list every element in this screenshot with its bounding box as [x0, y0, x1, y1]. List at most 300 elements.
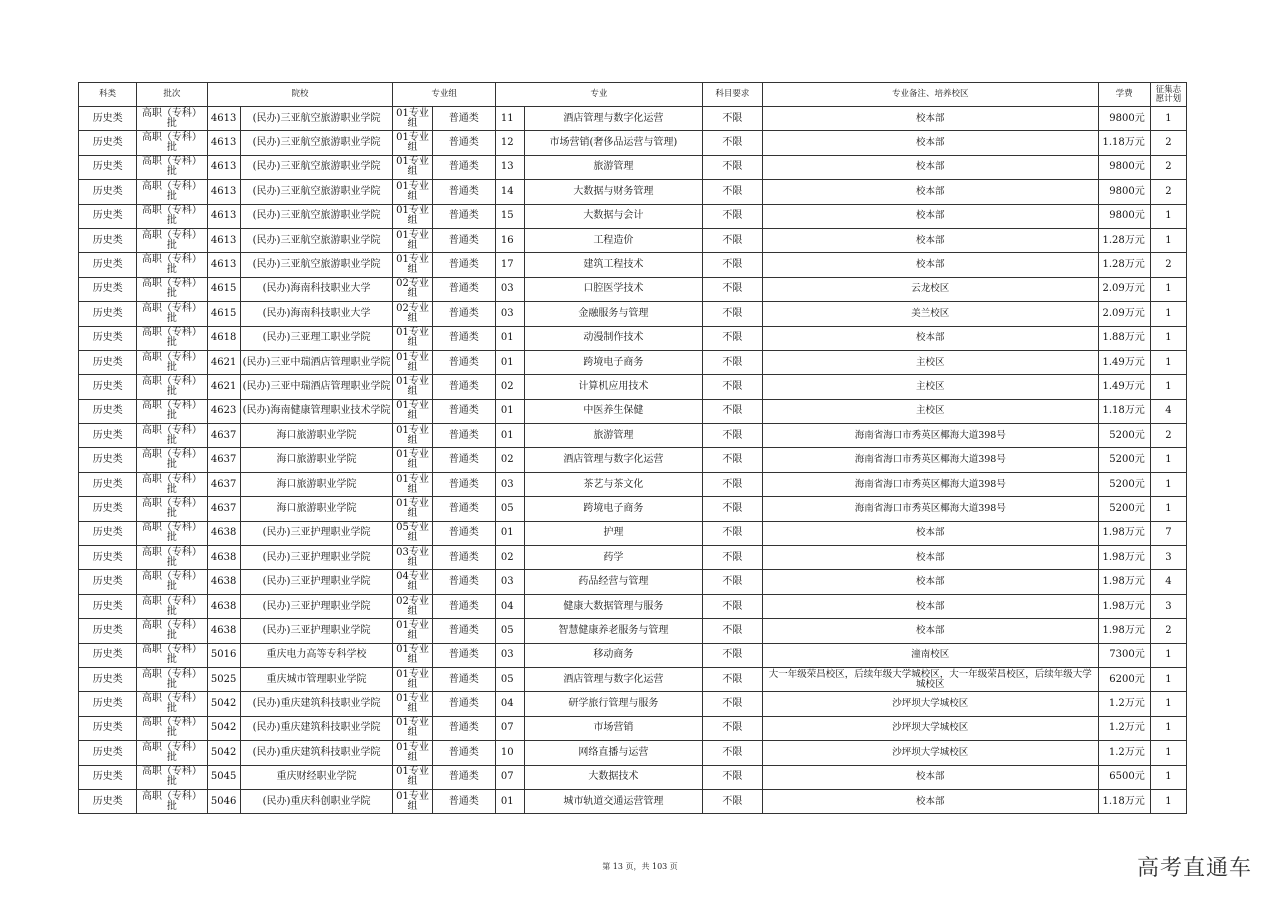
- cell-notes: 海南省海口市秀英区椰海大道398号: [763, 497, 1098, 521]
- cell-pici: 高职（专科）批: [137, 155, 207, 179]
- cell-kelei: 历史类: [79, 741, 137, 765]
- cell-pici: 高职（专科）批: [137, 375, 207, 399]
- cell-notes: 校本部: [763, 204, 1098, 228]
- cell-plan: 1: [1150, 789, 1186, 813]
- cell-major-name: 大数据与财务管理: [524, 180, 702, 204]
- cell-pici: 高职（专科）批: [137, 472, 207, 496]
- cell-notes: 海南省海口市秀英区椰海大道398号: [763, 448, 1098, 472]
- cell-kelei: 历史类: [79, 692, 137, 716]
- cell-type: 普通类: [432, 375, 495, 399]
- cell-major-name: 中医养生保健: [524, 399, 702, 423]
- watermark-logo-text: 高考直通车: [1136, 856, 1252, 881]
- cell-school-code: 5016: [207, 643, 240, 667]
- cell-school-name: (民办)三亚护理职业学院: [240, 594, 393, 618]
- cell-group: 01专业组: [393, 253, 432, 277]
- cell-major-name: 智慧健康养老服务与管理: [524, 619, 702, 643]
- cell-group: 01专业组: [393, 789, 432, 813]
- cell-fee: 1.2万元: [1098, 741, 1150, 765]
- cell-fee: 1.88万元: [1098, 326, 1150, 350]
- cell-type: 普通类: [432, 180, 495, 204]
- table-row: [79, 643, 1187, 667]
- cell-major-code: 02: [495, 448, 524, 472]
- cell-major-name: 口腔医学技术: [524, 277, 702, 301]
- cell-subject: 不限: [702, 399, 762, 423]
- cell-school-name: (民办)重庆建筑科技职业学院: [240, 741, 393, 765]
- cell-group: 01专业组: [393, 131, 432, 155]
- cell-major-code: 01: [495, 521, 524, 545]
- cell-school-code: 4613: [207, 107, 240, 131]
- cell-major-code: 05: [495, 497, 524, 521]
- header-major: 专业: [495, 83, 702, 107]
- table-row: [79, 570, 1187, 594]
- cell-notes: 海南省海口市秀英区椰海大道398号: [763, 424, 1098, 448]
- table-row: [79, 765, 1187, 789]
- cell-major-name: 移动商务: [524, 643, 702, 667]
- cell-major-code: 05: [495, 667, 524, 691]
- cell-school-code: 4637: [207, 448, 240, 472]
- cell-plan: 1: [1150, 667, 1186, 691]
- cell-group: 01专业组: [393, 472, 432, 496]
- cell-plan: 4: [1150, 399, 1186, 423]
- cell-school-name: 重庆城市管理职业学院: [240, 667, 393, 691]
- cell-pici: 高职（专科）批: [137, 789, 207, 813]
- cell-group: 01专业组: [393, 204, 432, 228]
- cell-group: 01专业组: [393, 667, 432, 691]
- cell-subject: 不限: [702, 497, 762, 521]
- cell-type: 普通类: [432, 570, 495, 594]
- cell-group: 01专业组: [393, 399, 432, 423]
- cell-major-name: 药品经营与管理: [524, 570, 702, 594]
- cell-notes: 海南省海口市秀英区椰海大道398号: [763, 472, 1098, 496]
- cell-plan: 1: [1150, 277, 1186, 301]
- cell-major-name: 跨境电子商务: [524, 497, 702, 521]
- table-row: [79, 546, 1187, 570]
- cell-plan: 2: [1150, 180, 1186, 204]
- cell-kelei: 历史类: [79, 228, 137, 252]
- header-group: 专业组: [393, 83, 495, 107]
- cell-major-name: 研学旅行管理与服务: [524, 692, 702, 716]
- cell-notes: 美兰校区: [763, 302, 1098, 326]
- cell-major-code: 03: [495, 643, 524, 667]
- cell-type: 普通类: [432, 643, 495, 667]
- cell-subject: 不限: [702, 131, 762, 155]
- cell-major-code: 01: [495, 789, 524, 813]
- cell-group: 01专业组: [393, 424, 432, 448]
- cell-major-name: 大数据与会计: [524, 204, 702, 228]
- table-row: [79, 375, 1187, 399]
- cell-group: 01专业组: [393, 326, 432, 350]
- cell-group: 02专业组: [393, 302, 432, 326]
- cell-subject: 不限: [702, 326, 762, 350]
- cell-group: 03专业组: [393, 546, 432, 570]
- cell-kelei: 历史类: [79, 204, 137, 228]
- cell-kelei: 历史类: [79, 789, 137, 813]
- cell-plan: 2: [1150, 155, 1186, 179]
- cell-school-name: 海口旅游职业学院: [240, 424, 393, 448]
- cell-plan: 1: [1150, 375, 1186, 399]
- cell-subject: 不限: [702, 350, 762, 374]
- cell-fee: 9800元: [1098, 155, 1150, 179]
- cell-type: 普通类: [432, 594, 495, 618]
- cell-kelei: 历史类: [79, 155, 137, 179]
- cell-group: 01专业组: [393, 350, 432, 374]
- cell-subject: 不限: [702, 521, 762, 545]
- header-plan: 征集志愿计划: [1150, 83, 1186, 107]
- cell-fee: 1.2万元: [1098, 716, 1150, 740]
- cell-major-name: 网络直播与运营: [524, 741, 702, 765]
- cell-major-name: 护理: [524, 521, 702, 545]
- cell-group: 01专业组: [393, 619, 432, 643]
- cell-plan: 1: [1150, 716, 1186, 740]
- cell-school-name: 海口旅游职业学院: [240, 472, 393, 496]
- cell-notes: 云龙校区: [763, 277, 1098, 301]
- cell-kelei: 历史类: [79, 326, 137, 350]
- cell-plan: 1: [1150, 107, 1186, 131]
- cell-major-code: 11: [495, 107, 524, 131]
- cell-school-code: 4638: [207, 521, 240, 545]
- cell-notes: 校本部: [763, 107, 1098, 131]
- cell-subject: 不限: [702, 448, 762, 472]
- cell-school-name: (民办)三亚航空旅游职业学院: [240, 155, 393, 179]
- cell-school-code: 4613: [207, 155, 240, 179]
- cell-kelei: 历史类: [79, 594, 137, 618]
- cell-notes: 沙坪坝大学城校区: [763, 716, 1098, 740]
- cell-subject: 不限: [702, 375, 762, 399]
- cell-subject: 不限: [702, 253, 762, 277]
- cell-major-name: 工程造价: [524, 228, 702, 252]
- cell-fee: 5200元: [1098, 448, 1150, 472]
- cell-school-code: 4637: [207, 497, 240, 521]
- cell-subject: 不限: [702, 204, 762, 228]
- cell-major-code: 02: [495, 375, 524, 399]
- cell-kelei: 历史类: [79, 399, 137, 423]
- header-notes: 专业备注、培养校区: [763, 83, 1098, 107]
- cell-type: 普通类: [432, 424, 495, 448]
- header-school: 院校: [207, 83, 393, 107]
- table-row: [79, 228, 1187, 252]
- cell-pici: 高职（专科）批: [137, 204, 207, 228]
- cell-type: 普通类: [432, 277, 495, 301]
- cell-school-name: (民办)三亚护理职业学院: [240, 619, 393, 643]
- cell-pici: 高职（专科）批: [137, 692, 207, 716]
- table-row: [79, 594, 1187, 618]
- table-row: [79, 302, 1187, 326]
- cell-plan: 4: [1150, 570, 1186, 594]
- cell-school-code: 4615: [207, 302, 240, 326]
- cell-type: 普通类: [432, 741, 495, 765]
- cell-school-code: 4638: [207, 570, 240, 594]
- cell-notes: 校本部: [763, 765, 1098, 789]
- cell-major-name: 金融服务与管理: [524, 302, 702, 326]
- cell-school-name: (民办)海南科技职业大学: [240, 302, 393, 326]
- cell-pici: 高职（专科）批: [137, 546, 207, 570]
- admission-plan-table: [78, 82, 1187, 814]
- cell-fee: 1.49万元: [1098, 375, 1150, 399]
- cell-major-name: 动漫制作技术: [524, 326, 702, 350]
- cell-plan: 1: [1150, 741, 1186, 765]
- cell-kelei: 历史类: [79, 667, 137, 691]
- cell-group: 04专业组: [393, 570, 432, 594]
- cell-subject: 不限: [702, 619, 762, 643]
- table-row: [79, 326, 1187, 350]
- cell-type: 普通类: [432, 765, 495, 789]
- cell-subject: 不限: [702, 180, 762, 204]
- cell-type: 普通类: [432, 155, 495, 179]
- cell-subject: 不限: [702, 570, 762, 594]
- cell-notes: 大一年级荣昌校区，后续年级大学城校区，大一年级荣昌校区，后续年级大学城校区: [763, 667, 1098, 691]
- cell-major-code: 12: [495, 131, 524, 155]
- cell-pici: 高职（专科）批: [137, 619, 207, 643]
- cell-major-code: 01: [495, 326, 524, 350]
- cell-major-name: 旅游管理: [524, 424, 702, 448]
- cell-fee: 9800元: [1098, 180, 1150, 204]
- cell-school-code: 4615: [207, 277, 240, 301]
- cell-school-name: (民办)三亚航空旅游职业学院: [240, 228, 393, 252]
- cell-pici: 高职（专科）批: [137, 521, 207, 545]
- cell-plan: 1: [1150, 692, 1186, 716]
- cell-group: 01专业组: [393, 692, 432, 716]
- cell-fee: 1.98万元: [1098, 546, 1150, 570]
- cell-fee: 1.98万元: [1098, 619, 1150, 643]
- cell-plan: 2: [1150, 619, 1186, 643]
- cell-school-name: (民办)三亚航空旅游职业学院: [240, 131, 393, 155]
- table-row: [79, 253, 1187, 277]
- cell-school-name: (民办)三亚航空旅游职业学院: [240, 204, 393, 228]
- page-footer: 第 13 页，共 103 页: [602, 862, 678, 871]
- cell-school-code: 4613: [207, 253, 240, 277]
- cell-kelei: 历史类: [79, 180, 137, 204]
- cell-type: 普通类: [432, 497, 495, 521]
- cell-pici: 高职（专科）批: [137, 277, 207, 301]
- cell-fee: 1.18万元: [1098, 399, 1150, 423]
- cell-plan: 3: [1150, 546, 1186, 570]
- cell-fee: 1.28万元: [1098, 228, 1150, 252]
- cell-notes: 主校区: [763, 350, 1098, 374]
- cell-pici: 高职（专科）批: [137, 643, 207, 667]
- cell-fee: 1.18万元: [1098, 131, 1150, 155]
- cell-fee: 1.98万元: [1098, 594, 1150, 618]
- cell-school-code: 4638: [207, 594, 240, 618]
- cell-pici: 高职（专科）批: [137, 716, 207, 740]
- table-row: [79, 399, 1187, 423]
- cell-type: 普通类: [432, 302, 495, 326]
- cell-fee: 1.2万元: [1098, 692, 1150, 716]
- table-row: [79, 180, 1187, 204]
- cell-subject: 不限: [702, 716, 762, 740]
- cell-fee: 1.98万元: [1098, 521, 1150, 545]
- cell-kelei: 历史类: [79, 472, 137, 496]
- cell-major-code: 13: [495, 155, 524, 179]
- cell-major-name: 茶艺与茶文化: [524, 472, 702, 496]
- cell-major-name: 健康大数据管理与服务: [524, 594, 702, 618]
- cell-type: 普通类: [432, 546, 495, 570]
- cell-subject: 不限: [702, 692, 762, 716]
- cell-subject: 不限: [702, 667, 762, 691]
- cell-fee: 9800元: [1098, 107, 1150, 131]
- cell-school-code: 4618: [207, 326, 240, 350]
- cell-major-code: 17: [495, 253, 524, 277]
- cell-major-name: 药学: [524, 546, 702, 570]
- cell-pici: 高职（专科）批: [137, 570, 207, 594]
- cell-notes: 沙坪坝大学城校区: [763, 692, 1098, 716]
- cell-pici: 高职（专科）批: [137, 399, 207, 423]
- cell-school-code: 4613: [207, 131, 240, 155]
- cell-type: 普通类: [432, 204, 495, 228]
- cell-school-name: (民办)三亚中瑞酒店管理职业学院: [240, 350, 393, 374]
- cell-pici: 高职（专科）批: [137, 350, 207, 374]
- cell-school-name: (民办)三亚航空旅游职业学院: [240, 253, 393, 277]
- cell-major-code: 01: [495, 350, 524, 374]
- cell-notes: 校本部: [763, 180, 1098, 204]
- cell-school-name: 重庆电力高等专科学校: [240, 643, 393, 667]
- cell-plan: 2: [1150, 424, 1186, 448]
- cell-subject: 不限: [702, 424, 762, 448]
- table-row: [79, 521, 1187, 545]
- cell-major-code: 07: [495, 765, 524, 789]
- cell-notes: 校本部: [763, 521, 1098, 545]
- cell-pici: 高职（专科）批: [137, 253, 207, 277]
- cell-major-code: 01: [495, 399, 524, 423]
- cell-fee: 6500元: [1098, 765, 1150, 789]
- cell-school-code: 5045: [207, 765, 240, 789]
- cell-type: 普通类: [432, 521, 495, 545]
- cell-kelei: 历史类: [79, 350, 137, 374]
- cell-type: 普通类: [432, 667, 495, 691]
- cell-school-code: 4621: [207, 350, 240, 374]
- cell-notes: 校本部: [763, 619, 1098, 643]
- cell-school-name: 重庆财经职业学院: [240, 765, 393, 789]
- table-row: [79, 472, 1187, 496]
- cell-subject: 不限: [702, 472, 762, 496]
- cell-notes: 校本部: [763, 228, 1098, 252]
- cell-notes: 校本部: [763, 594, 1098, 618]
- cell-fee: 5200元: [1098, 497, 1150, 521]
- cell-school-code: 4613: [207, 204, 240, 228]
- cell-school-code: 4613: [207, 228, 240, 252]
- cell-pici: 高职（专科）批: [137, 131, 207, 155]
- cell-school-name: (民办)重庆科创职业学院: [240, 789, 393, 813]
- table-row: [79, 667, 1187, 691]
- cell-notes: 校本部: [763, 326, 1098, 350]
- table-row: [79, 131, 1187, 155]
- cell-fee: 2.09万元: [1098, 302, 1150, 326]
- header-kelei: 科类: [79, 83, 137, 107]
- cell-fee: 5200元: [1098, 472, 1150, 496]
- cell-type: 普通类: [432, 228, 495, 252]
- cell-school-name: (民办)三亚护理职业学院: [240, 570, 393, 594]
- header-subject: 科目要求: [702, 83, 762, 107]
- cell-plan: 1: [1150, 228, 1186, 252]
- cell-major-code: 05: [495, 619, 524, 643]
- cell-fee: 1.18万元: [1098, 789, 1150, 813]
- cell-major-name: 酒店管理与数字化运营: [524, 448, 702, 472]
- cell-subject: 不限: [702, 643, 762, 667]
- cell-kelei: 历史类: [79, 716, 137, 740]
- cell-major-name: 旅游管理: [524, 155, 702, 179]
- cell-pici: 高职（专科）批: [137, 765, 207, 789]
- cell-school-code: 4623: [207, 399, 240, 423]
- cell-kelei: 历史类: [79, 424, 137, 448]
- cell-group: 02专业组: [393, 277, 432, 301]
- cell-fee: 1.28万元: [1098, 253, 1150, 277]
- cell-subject: 不限: [702, 789, 762, 813]
- cell-plan: 1: [1150, 472, 1186, 496]
- cell-pici: 高职（专科）批: [137, 741, 207, 765]
- cell-group: 01专业组: [393, 741, 432, 765]
- cell-subject: 不限: [702, 155, 762, 179]
- cell-kelei: 历史类: [79, 497, 137, 521]
- cell-pici: 高职（专科）批: [137, 667, 207, 691]
- cell-major-name: 酒店管理与数字化运营: [524, 667, 702, 691]
- cell-plan: 1: [1150, 448, 1186, 472]
- cell-type: 普通类: [432, 399, 495, 423]
- cell-fee: 1.98万元: [1098, 570, 1150, 594]
- cell-type: 普通类: [432, 253, 495, 277]
- table-row: [79, 692, 1187, 716]
- cell-kelei: 历史类: [79, 546, 137, 570]
- cell-kelei: 历史类: [79, 253, 137, 277]
- cell-type: 普通类: [432, 107, 495, 131]
- cell-school-code: 4637: [207, 424, 240, 448]
- cell-major-code: 14: [495, 180, 524, 204]
- header-fee: 学费: [1098, 83, 1150, 107]
- cell-school-name: (民办)海南科技职业大学: [240, 277, 393, 301]
- cell-pici: 高职（专科）批: [137, 594, 207, 618]
- cell-kelei: 历史类: [79, 570, 137, 594]
- table-row: [79, 741, 1187, 765]
- cell-school-name: (民办)三亚航空旅游职业学院: [240, 107, 393, 131]
- cell-group: 01专业组: [393, 643, 432, 667]
- cell-school-code: 5046: [207, 789, 240, 813]
- table-row: [79, 204, 1187, 228]
- cell-school-name: (民办)重庆建筑科技职业学院: [240, 692, 393, 716]
- cell-pici: 高职（专科）批: [137, 326, 207, 350]
- cell-type: 普通类: [432, 789, 495, 813]
- cell-major-name: 跨境电子商务: [524, 350, 702, 374]
- cell-group: 01专业组: [393, 228, 432, 252]
- cell-type: 普通类: [432, 692, 495, 716]
- cell-notes: 校本部: [763, 546, 1098, 570]
- cell-major-name: 酒店管理与数字化运营: [524, 107, 702, 131]
- cell-school-code: 5042: [207, 692, 240, 716]
- table-row: [79, 619, 1187, 643]
- cell-notes: 校本部: [763, 570, 1098, 594]
- cell-pici: 高职（专科）批: [137, 302, 207, 326]
- cell-major-code: 04: [495, 594, 524, 618]
- cell-pici: 高职（专科）批: [137, 448, 207, 472]
- cell-kelei: 历史类: [79, 277, 137, 301]
- table-row: [79, 448, 1187, 472]
- cell-notes: 校本部: [763, 155, 1098, 179]
- cell-plan: 1: [1150, 643, 1186, 667]
- cell-plan: 1: [1150, 350, 1186, 374]
- cell-school-name: (民办)海南健康管理职业技术学院: [240, 399, 393, 423]
- cell-type: 普通类: [432, 350, 495, 374]
- cell-subject: 不限: [702, 302, 762, 326]
- table-row: [79, 350, 1187, 374]
- cell-pici: 高职（专科）批: [137, 180, 207, 204]
- cell-group: 01专业组: [393, 448, 432, 472]
- cell-type: 普通类: [432, 448, 495, 472]
- cell-major-code: 10: [495, 741, 524, 765]
- cell-plan: 1: [1150, 765, 1186, 789]
- cell-kelei: 历史类: [79, 448, 137, 472]
- cell-type: 普通类: [432, 716, 495, 740]
- cell-school-code: 5042: [207, 741, 240, 765]
- cell-major-code: 15: [495, 204, 524, 228]
- cell-group: 05专业组: [393, 521, 432, 545]
- cell-kelei: 历史类: [79, 643, 137, 667]
